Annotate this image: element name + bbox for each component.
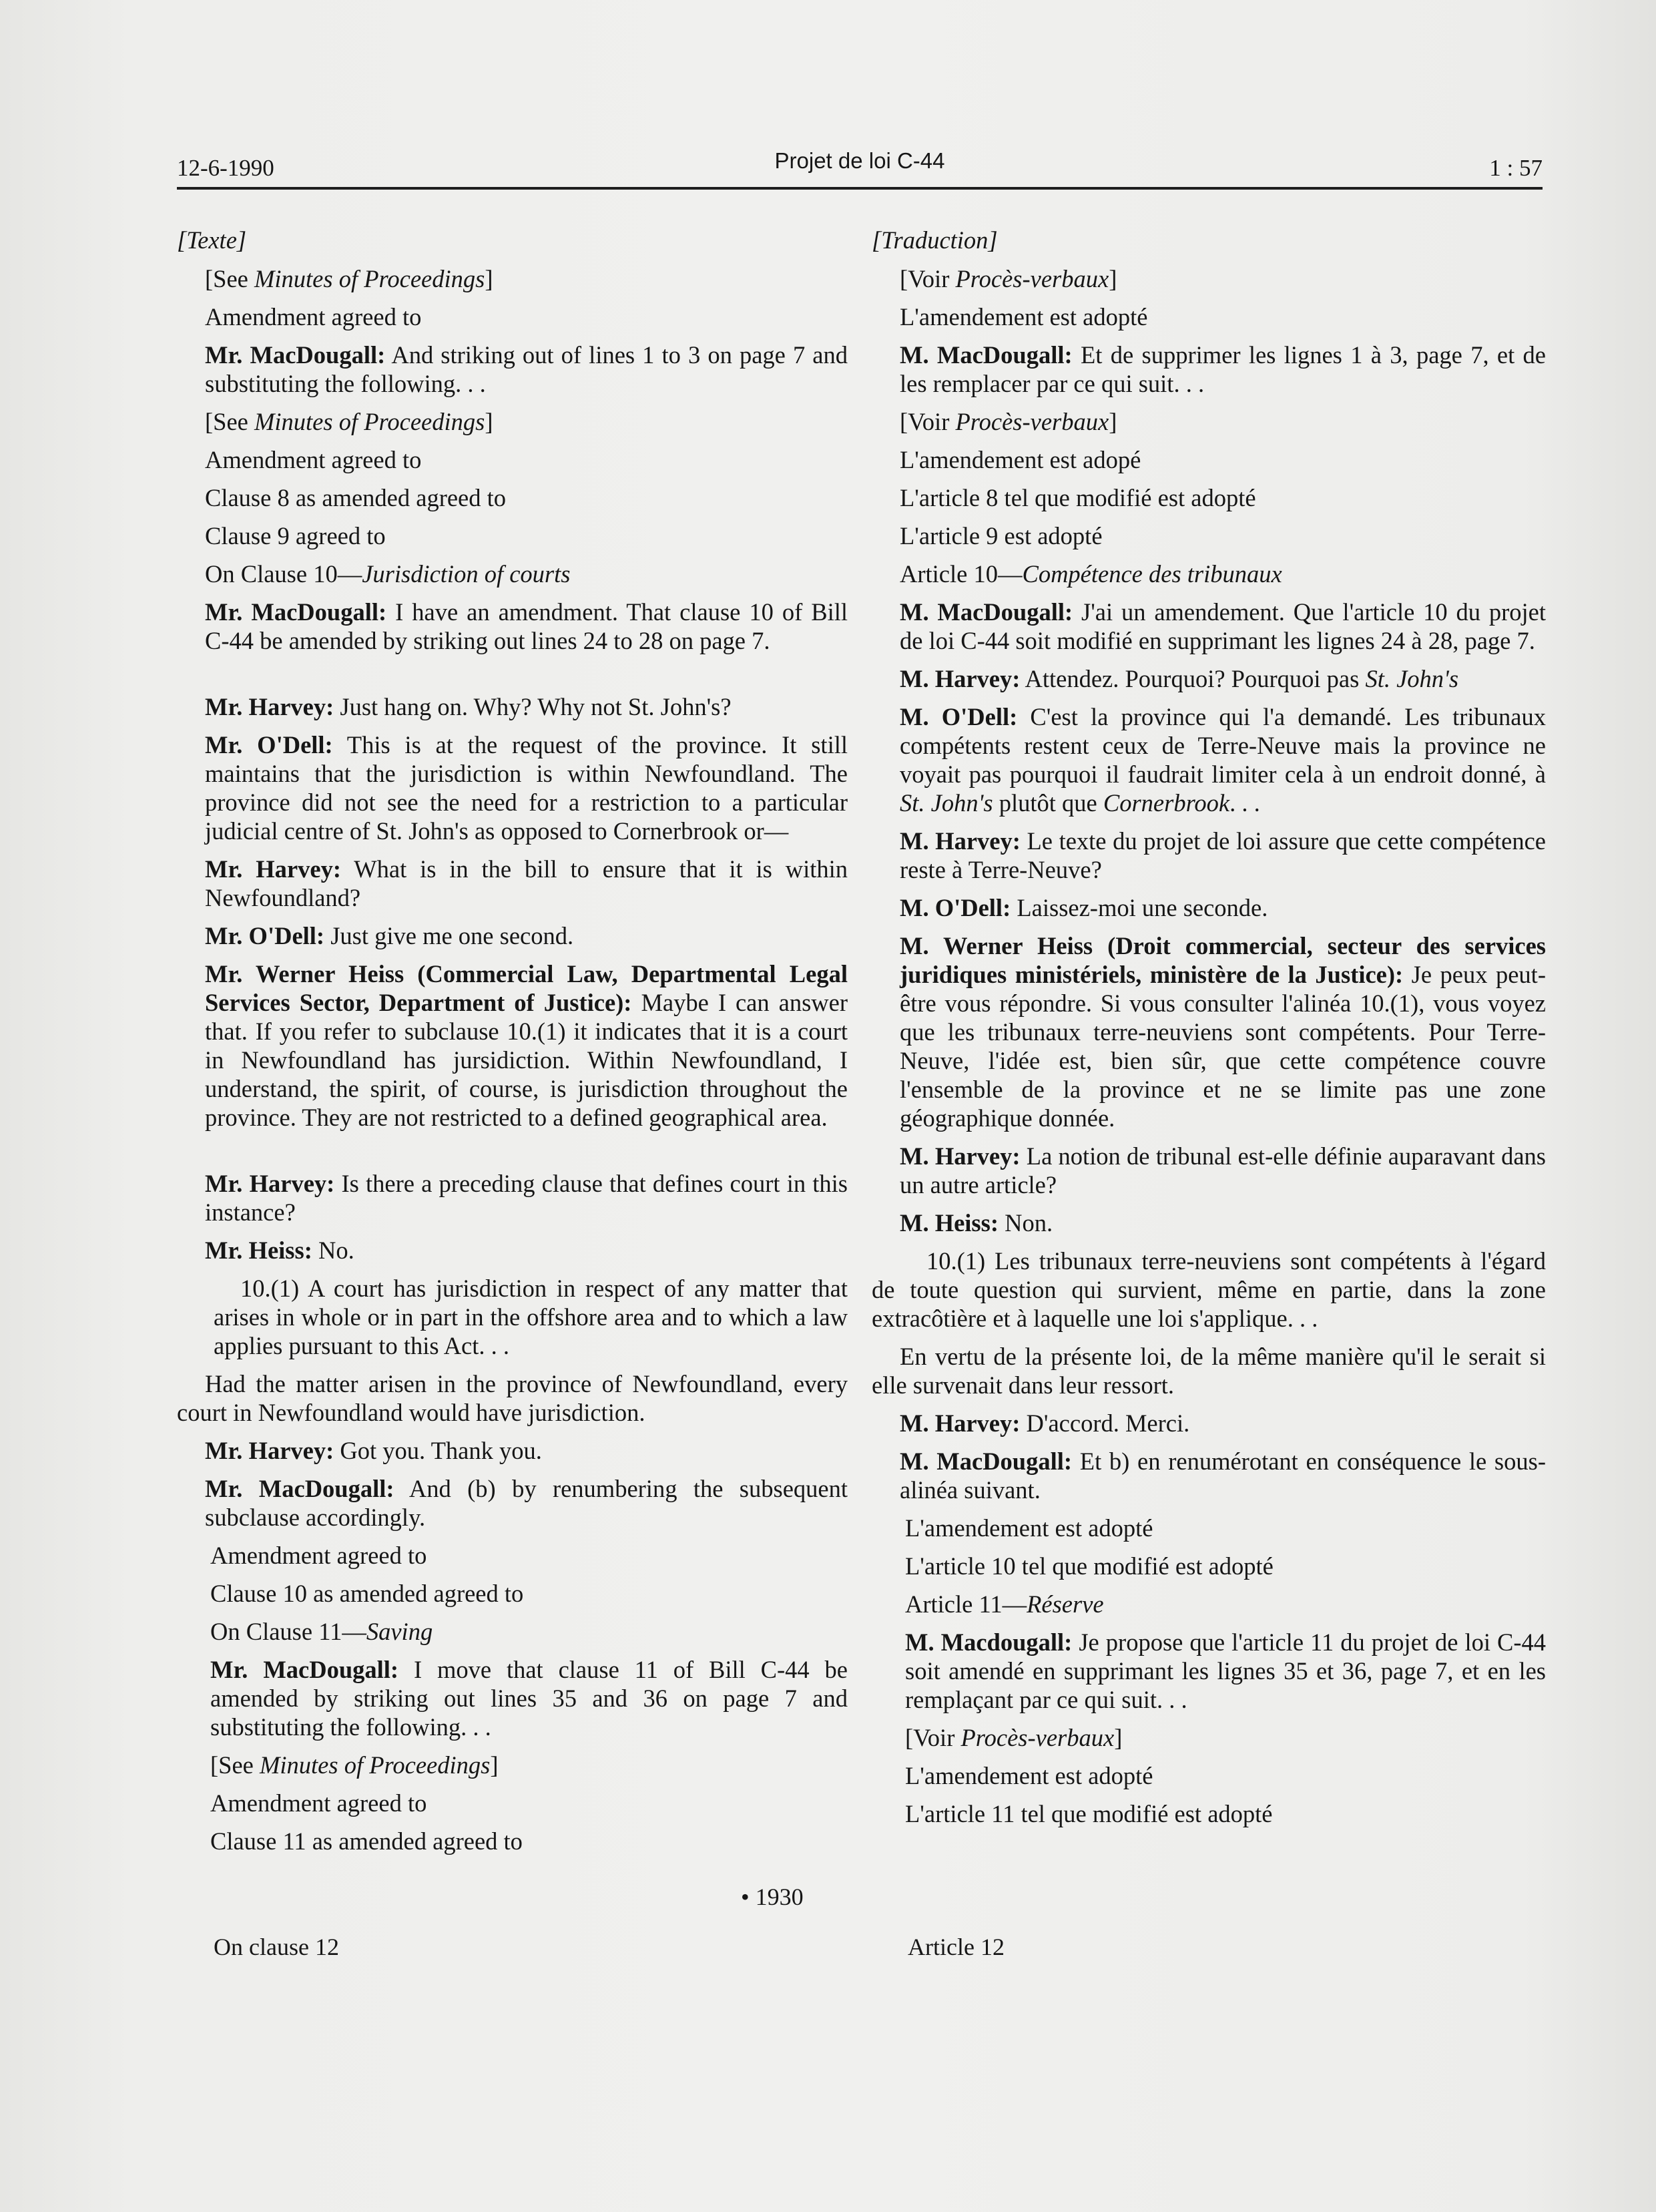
- speech-heiss-2: Mr. Heiss: No.: [205, 1237, 354, 1264]
- speech-heiss-1: Mr. Werner Heiss (Commercial Law, Departmental Legal Services Sector, Department of Justice): Maybe I can answer that. If you refer to subclause 10.(1) it indicates that it is a court in Newfoundland has jursidiction. Within Newfoundland, I understand, the spirit, of course, is jurisdiction throughout the province. They are not restricted to a defined geographical area.: [205, 960, 848, 1131]
- matter-arisen-text: Had the matter arisen in the province of Newfoundland, every court in Newfoundland would have jurisdiction.: [177, 1370, 848, 1426]
- speech-macdougall-4: Mr. MacDougall: I move that clause 11 of Bill C-44 be amended by striking out lines 35 and 36 on page 7 and substituting the following. . .: [210, 1656, 848, 1741]
- see-minutes-1: [See Minutes of Proceedings]: [205, 265, 493, 292]
- french-column: [872, 226, 1546, 1828]
- time-marker: • 1930: [741, 1884, 804, 1910]
- discours-harvey-4: M. Harvey: D'accord. Merci.: [900, 1409, 1190, 1437]
- article-11-adopte: L'article 11 tel que modifié est adopté: [905, 1800, 1273, 1827]
- clause-9-agreed: Clause 9 agreed to: [205, 522, 386, 549]
- voir-pv-2: [Voir Procès-verbaux]: [900, 408, 1117, 435]
- next-clause-fr: Article 12: [908, 1934, 1005, 1960]
- amendment-agreed-3: Amendment agreed to: [210, 1542, 427, 1569]
- discours-harvey-2: M. Harvey: Le texte du projet de loi assure que cette compétence reste à Terre-Neuve?: [900, 827, 1546, 883]
- speech-harvey-4: Mr. Harvey: Got you. Thank you.: [205, 1437, 542, 1464]
- english-column: [177, 226, 848, 1855]
- amendment-agreed-4: Amendment agreed to: [210, 1789, 427, 1817]
- speech-harvey-1: Mr. Harvey: Just hang on. Why? Why not St. John's?: [205, 693, 732, 720]
- discours-heiss-2: M. Heiss: Non.: [900, 1209, 1053, 1237]
- article-11-heading: Article 11—Réserve: [905, 1590, 1104, 1618]
- quoted-clause-10-1: 10.(1) A court has jurisdiction in respect of any matter that arises in whole or in part in the offshore area and to which a law applies pursuant to this Act. . .: [214, 1275, 848, 1359]
- article-9-adopte: L'article 9 est adopté: [900, 522, 1103, 549]
- discours-macdougall-2: M. MacDougall: J'ai un amendement. Que l'article 10 du projet de loi C-44 soit modifié en supprimant les lignes 24 à 28, page 7.: [900, 598, 1546, 654]
- texte-tag: [Texte]: [177, 226, 247, 254]
- discours-heiss-1: M. Werner Heiss (Droit commercial, secteur des services juridiques ministériels, ministère de la Justice): Je peux peut-être vous répondre. Si vous consulter l'alinéa 10.(1), vous voyez que les tribunaux terre-neuviens sont compétents. Pour Terre-Neuve, l'idée est, bien sûr, que cette compétence couvre l'ensemble de la province et ne se limite pas une zone géographique donnée.: [900, 932, 1546, 1132]
- header-page-number: 1 : 57: [1489, 155, 1543, 181]
- speech-harvey-3: Mr. Harvey: Is there a preceding clause that defines court in this instance?: [205, 1170, 848, 1226]
- discours-odell-1: M. O'Dell: C'est la province qui l'a demandé. Les tribunaux compétents restent ceux de Terre-Neuve mais la province ne voyait pas pourquoi il faudrait limiter cela à un endroit donné, à St. John's plutôt que Cornerbrook. . .: [900, 703, 1546, 817]
- discours-macdougall-4: M. Macdougall: Je propose que l'article 11 du projet de loi C-44 soit amendé en supprimant les lignes 35 et 36, page 7, et en les remplaçant par ce qui suit. . .: [905, 1628, 1547, 1713]
- amendement-adopte-4: L'amendement est adopté: [905, 1762, 1153, 1789]
- article-8-adopte: L'article 8 tel que modifié est adopté: [900, 484, 1256, 511]
- clause-11-agreed: Clause 11 as amended agreed to: [210, 1827, 523, 1855]
- speech-macdougall-1: Mr. MacDougall: And striking out of lines 1 to 3 on page 7 and substituting the following. . .: [205, 341, 848, 397]
- speech-harvey-2: Mr. Harvey: What is in the bill to ensure that it is within Newfoundland?: [205, 855, 848, 911]
- next-clause-en: On clause 12: [214, 1934, 339, 1960]
- discours-macdougall-3: M. MacDougall: Et b) en renumérotant en conséquence le sous-alinéa suivant.: [900, 1448, 1546, 1504]
- amendement-adopte-2: L'amendement est adopé: [900, 446, 1141, 473]
- clause-10-agreed: Clause 10 as amended agreed to: [210, 1580, 524, 1607]
- on-clause-11: On Clause 11—Saving: [210, 1618, 433, 1645]
- voir-pv-1: [Voir Procès-verbaux]: [900, 265, 1117, 292]
- amendement-adopte-3: L'amendement est adopté: [905, 1514, 1153, 1542]
- article-10-adopte: L'article 10 tel que modifié est adopté: [905, 1552, 1274, 1580]
- speech-odell-1: Mr. O'Dell: This is at the request of the province. It still maintains that the jurisdiction is within Newfoundland. The province did not see the need for a restriction to a particular judicial centre of St. John's as opposed to Cornerbrook or—: [205, 731, 848, 845]
- speech-macdougall-3: Mr. MacDougall: And (b) by renumbering the subsequent subclause accordingly.: [205, 1475, 848, 1531]
- en-vertu-texte: En vertu de la présente loi, de la même manière qu'il le serait si elle survenait dans leur ressort.: [872, 1343, 1546, 1399]
- amendment-agreed-1: Amendment agreed to: [205, 303, 422, 330]
- discours-harvey-3: M. Harvey: La notion de tribunal est-elle définie auparavant dans un autre article?: [900, 1142, 1546, 1198]
- voir-pv-3: [Voir Procès-verbaux]: [905, 1724, 1123, 1751]
- see-minutes-2: [See Minutes of Proceedings]: [205, 408, 493, 435]
- discours-macdougall-1: M. MacDougall: Et de supprimer les lignes 1 à 3, page 7, et de les remplacer par ce qui suit. . .: [900, 341, 1547, 397]
- amendment-agreed-2: Amendment agreed to: [205, 446, 422, 473]
- speech-odell-2: Mr. O'Dell: Just give me one second.: [205, 922, 574, 949]
- clause-8-agreed: Clause 8 as amended agreed to: [205, 484, 507, 511]
- header-date: 12-6-1990: [177, 155, 274, 181]
- see-minutes-3: [See Minutes of Proceedings]: [210, 1751, 499, 1779]
- header-title: Projet de loi C-44: [774, 148, 945, 173]
- speech-macdougall-2: Mr. MacDougall: I have an amendment. That clause 10 of Bill C-44 be amended by striking out lines 24 to 28 on page 7.: [205, 598, 848, 654]
- amendement-adopte-1: L'amendement est adopté: [900, 303, 1148, 330]
- article-10-heading: Article 10—Compétence des tribunaux: [900, 560, 1282, 588]
- discours-odell-2: M. O'Dell: Laissez-moi une seconde.: [900, 894, 1268, 921]
- discours-harvey-1: M. Harvey: Attendez. Pourquoi? Pourquoi pas St. John's: [900, 665, 1459, 692]
- article-10-1-cite: 10.(1) Les tribunaux terre-neuviens sont compétents à l'égard de toute question qui survient, même en partie, dans la zone extracôtière et à laquelle une loi s'applique. . .: [872, 1247, 1546, 1332]
- traduction-tag: [Traduction]: [872, 226, 998, 254]
- page-header: [177, 146, 1543, 190]
- on-clause-10: On Clause 10—Jurisdiction of courts: [205, 560, 571, 588]
